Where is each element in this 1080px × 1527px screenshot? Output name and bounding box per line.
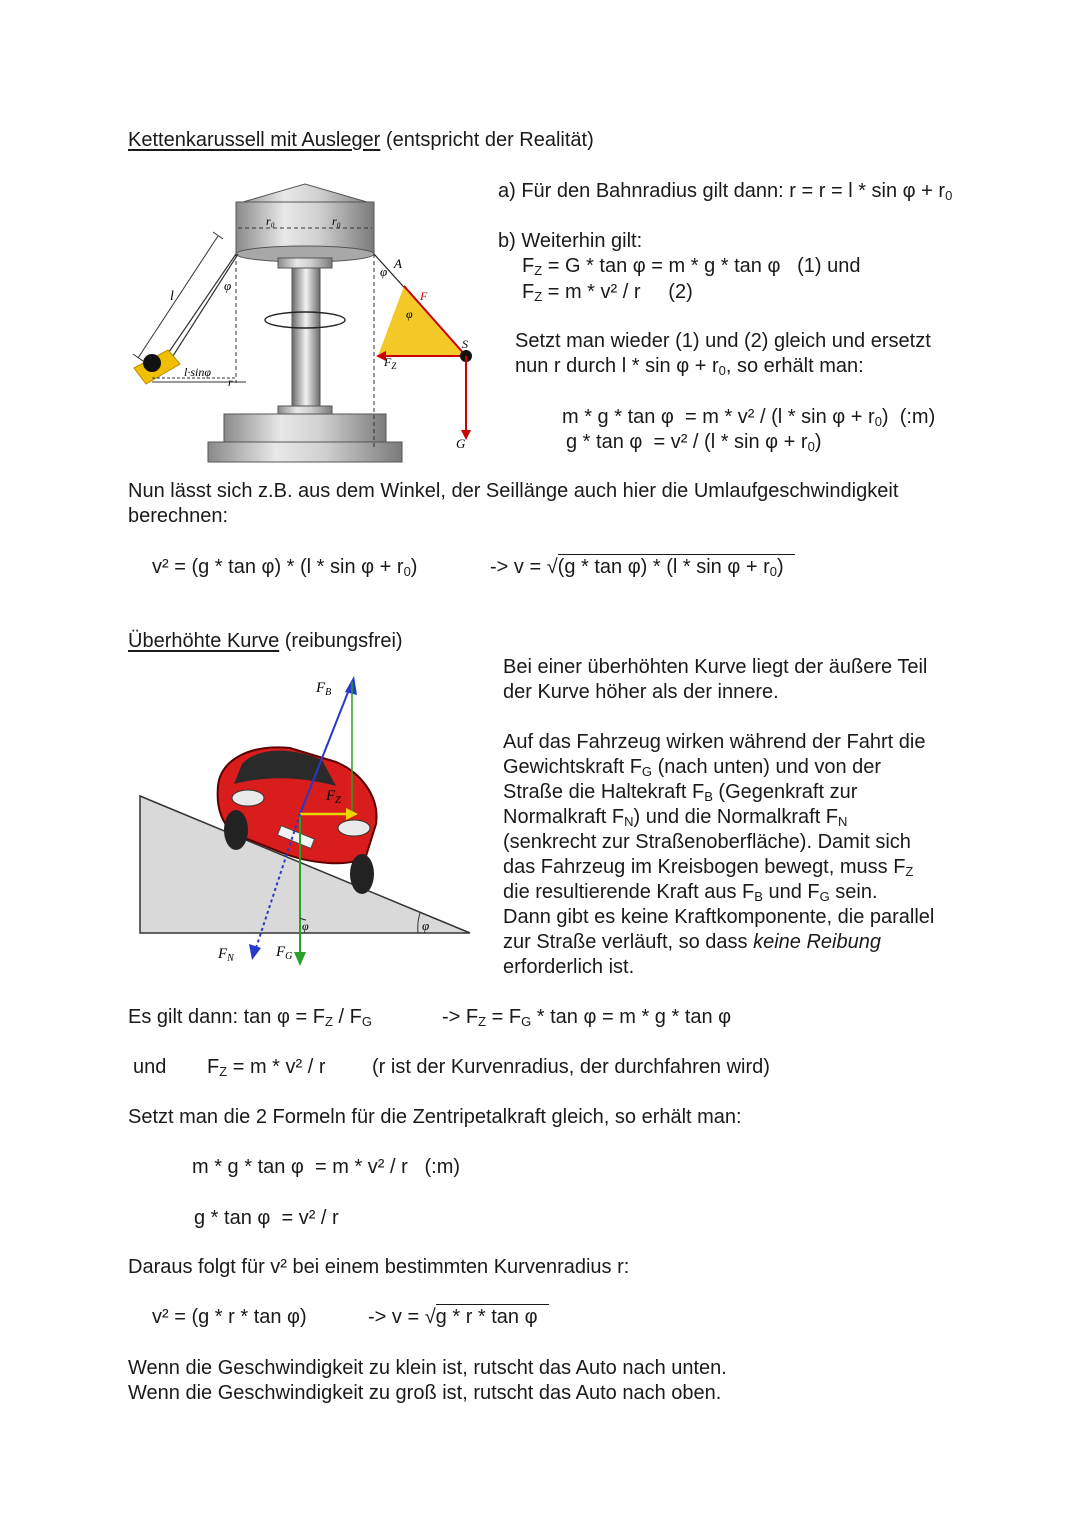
phi-label-car: φ — [302, 919, 309, 933]
daraus: Daraus folgt für v² bei einem bestimmten Kurvenradius r: — [128, 1256, 630, 1278]
eq-fz2: $F_Z = m * v^2 / r$ — [207, 1056, 326, 1079]
eq-tan: Es gilt dann: $\tan \varphi = F_Z / F_G$ — [128, 1006, 372, 1029]
v-root: $(g * \tan \varphi) * (l * \sin \varphi + r_0)$ — [558, 554, 795, 578]
section1-heading — [128, 128, 594, 153]
final1: Wenn die Geschwindigkeit zu klein ist, rutscht das Auto nach unten. — [128, 1357, 727, 1379]
vsq2: v² = (g * r * tan φ) — [152, 1306, 307, 1328]
section1-title-note: (entspricht der Realität) — [385, 129, 594, 151]
eq6: g * tan φ = v² / r — [194, 1207, 339, 1229]
eq3: $m * g * \tan \varphi = m * v^2 / (l * \sin \varphi + r_0)$ (:m) — [562, 406, 936, 429]
section2-heading — [128, 629, 403, 654]
para2: berechnen: — [128, 505, 229, 527]
phi-label-ramp: φ — [422, 918, 430, 933]
carousel-diagram — [128, 178, 478, 468]
lsin-label: l·sinφ — [184, 365, 211, 379]
FB-label: $F_B$ — [316, 680, 332, 698]
desc-l2: Gewichtskraft $F_G$ (nach unten) und von der — [503, 756, 882, 779]
eq1: $F_Z = G * \tan \varphi = m * g * \tan \varphi$ (1) und — [522, 255, 861, 278]
para1: Nun lässt sich z.B. aus dem Winkel, der Seillänge auch hier die Umlaufgeschwindigkeit — [128, 480, 899, 502]
desc-l9: zur Straße verläuft, so dass keine Reibung — [503, 931, 881, 953]
und: und — [133, 1056, 167, 1078]
F-label: F — [420, 289, 428, 303]
r-label: r — [228, 375, 233, 389]
section2-title-note: (reibungsfrei) — [284, 630, 403, 652]
desc-l4: Normalkraft $F_N$) und die Normalkraft $F_N$ — [503, 806, 848, 829]
desc-l3: Straße die Haltekraft $F_B$ (Gegenkraft zur — [503, 781, 858, 804]
v2-eq: -> v = √g * r * tan φ — [368, 1305, 549, 1330]
desc-l1: Auf das Fahrzeug wirken während der Fahrt die — [503, 731, 926, 753]
section2-title: Überhöhte Kurve — [128, 630, 280, 652]
section1-title: Kettenkarussell mit Ausleger — [128, 129, 381, 151]
setzt: Setzt man die 2 Formeln für die Zentripetalkraft gleich, so erhält man: — [128, 1106, 742, 1128]
central-pole — [292, 268, 320, 408]
v2-root: g * r * tan φ — [436, 1304, 549, 1328]
base-block — [224, 414, 386, 444]
FG-label: $F_G$ — [276, 944, 293, 962]
desc-l8: Dann gibt es keine Kraftkomponente, die parallel — [503, 906, 935, 928]
a-line: a) Für den Bahnradius gilt dann: $r = r = l * \sin \varphi + r_0$ — [498, 180, 953, 203]
eq5: m * g * tan φ = m * v² / r (:m) — [192, 1156, 461, 1178]
r0-label-right: r₀ — [332, 214, 341, 228]
text1: Setzt man wieder (1) und (2) gleich und ersetzt — [515, 330, 931, 352]
final2: Wenn die Geschwindigkeit zu groß ist, rutscht das Auto nach oben. — [128, 1382, 722, 1404]
G-label: G — [456, 436, 466, 451]
Fz-label: $F_Z$ — [384, 355, 397, 371]
intro2: der Kurve höher als der innere. — [503, 681, 779, 703]
l-label: l — [170, 289, 174, 304]
text2: nun r durch $l * \sin \varphi + r_0$, so erhält man: — [515, 355, 864, 378]
desc-l5: (senkrecht zur Straßenoberfläche). Damit sich — [503, 831, 911, 853]
desc-l7: die resultierende Kraft aus $F_B$ und $F_G$ sein. — [503, 881, 878, 904]
eq-fz: -> $F_Z = F_G * \tan \varphi = m * g * \tan \varphi$ — [442, 1006, 732, 1029]
A-label: A — [394, 256, 402, 271]
eq-fz2-note: (r ist der Kurvenradius, der durchfahren wird) — [372, 1056, 770, 1078]
r0-label-left: r₀ — [266, 214, 275, 228]
eq4: $g * \tan \varphi = v^2 / (l * \sin \varphi + r_0)$ — [566, 431, 822, 454]
b-intro: b) Weiterhin gilt: — [498, 230, 643, 252]
phi-label-left: φ — [224, 278, 232, 293]
v-eq: -> $v = √(g * \tan \varphi) * (l * \sin \varphi + r_0)$ — [490, 555, 795, 580]
S-label: S — [462, 337, 468, 351]
roof-cone — [236, 184, 374, 204]
FN-label: $F_N$ — [218, 946, 234, 964]
vsq-eq: $v^2 = (g * \tan \varphi) * (l * \sin \varphi + r_0)$ — [152, 556, 418, 579]
desc-l6: das Fahrzeug im Kreisbogen bewegt, muss $F_Z$ — [503, 856, 914, 879]
FZ-label: $F_Z$ — [326, 788, 341, 806]
phi-label-triangle: φ — [406, 307, 413, 321]
intro1: Bei einer überhöhten Kurve liegt der äußere Teil — [503, 656, 928, 678]
eq2: $F_Z = m * v^2 / r$ (2) — [522, 281, 693, 304]
desc-l10: erforderlich ist. — [503, 956, 635, 978]
banked-curve-diagram — [130, 668, 480, 980]
phi-label-right: φ — [380, 264, 388, 279]
